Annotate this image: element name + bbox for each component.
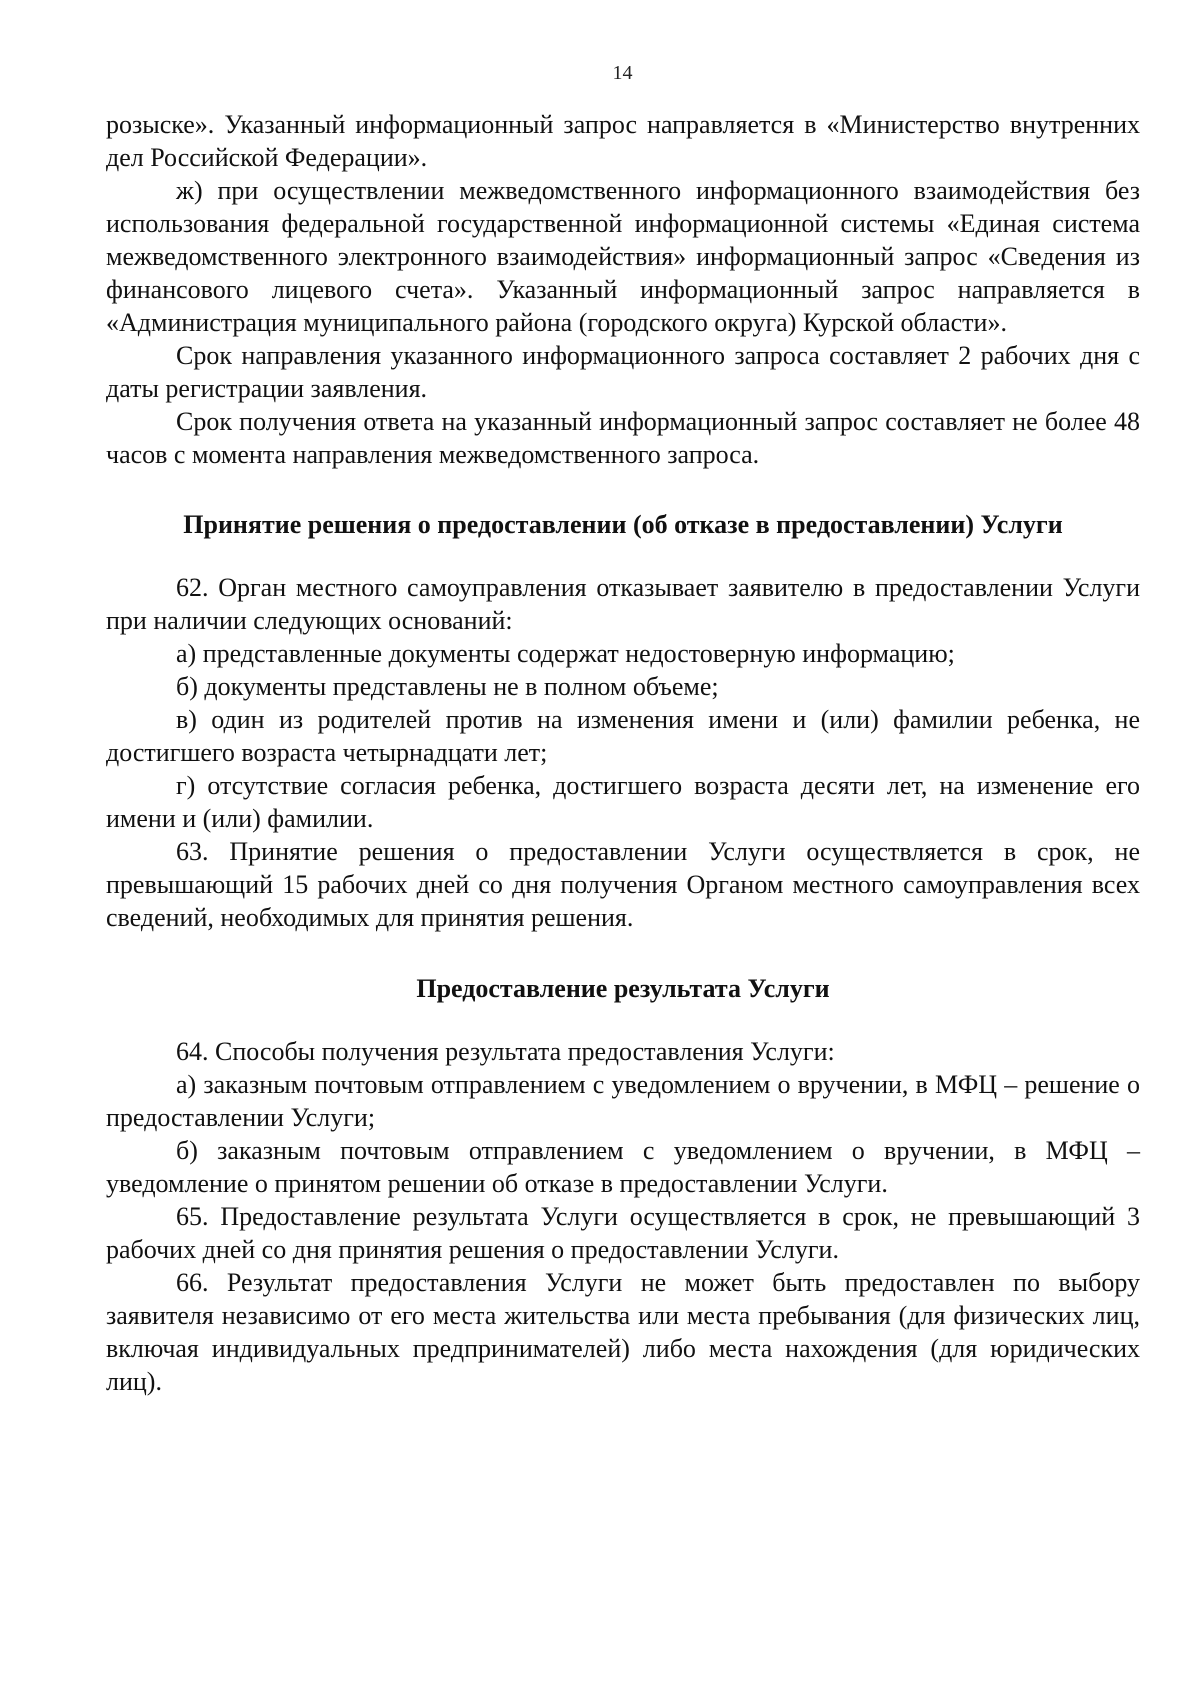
list-item-v: в) один из родителей против на изменения имени и (или) фамилии ребенка, не достигшего возраста четырнадцати лет;	[106, 705, 1140, 767]
section-heading-result: Предоставление результата Услуги	[416, 974, 830, 1003]
paragraph-62: 62. Орган местного самоуправления отказывает заявителю в предоставлении Услуги при наличии следующих оснований:	[106, 573, 1140, 635]
paragraph-66: 66. Результат предоставления Услуги не может быть предоставлен по выбору заявителя независимо от его места жительства или места пребывания (для физических лиц, включая индивидуальных предпринимателей) либо места нахождения (для юридических лиц).	[106, 1268, 1140, 1396]
paragraph-zh: ж) при осуществлении межведомственного информационного взаимодействия без использования федеральной государственной информационной системы «Единая система межведомственного электронного взаимодействия» информационный запрос «Сведения из финансового лицевого счета». Указанный информационный запрос направляется в «Администрация муниципального района (городского округа) Курской области».	[106, 176, 1140, 337]
list-item-g: г) отсутствие согласия ребенка, достигшего возраста десяти лет, на изменение его имени и (или) фамилии.	[106, 771, 1140, 833]
document-body	[106, 108, 1140, 1398]
paragraph-continuation: розыске». Указанный информационный запрос направляется в «Министерство внутренних дел Российской Федерации».	[106, 110, 1140, 172]
paragraph-request-deadline: Срок направления указанного информационного запроса составляет 2 рабочих дня с даты регистрации заявления.	[106, 341, 1140, 403]
list-item-b: б) документы представлены не в полном объеме;	[176, 672, 719, 701]
section-heading-decision: Принятие решения о предоставлении (об отказе в предоставлении) Услуги	[183, 510, 1063, 539]
list-item-a: а) представленные документы содержат недостоверную информацию;	[176, 639, 955, 668]
paragraph-65: 65. Предоставление результата Услуги осуществляется в срок, не превышающий 3 рабочих дней со дня принятия решения о предоставлении Услуги.	[106, 1202, 1140, 1264]
list-item-a: а) заказным почтовым отправлением с уведомлением о вручении, в МФЦ – решение о предоставлении Услуги;	[106, 1070, 1140, 1132]
page-number: 14	[612, 62, 633, 84]
paragraph-response-deadline: Срок получения ответа на указанный информационный запрос составляет не более 48 часов с момента направления межведомственного запроса.	[106, 407, 1140, 469]
paragraph-63: 63. Принятие решения о предоставлении Услуги осуществляется в срок, не превышающий 15 рабочих дней со дня получения Органом местного самоуправления всех сведений, необходимых для принятия решения.	[106, 837, 1140, 932]
list-item-b: б) заказным почтовым отправлением с уведомлением о вручении, в МФЦ – уведомление о принятом решении об отказе в предоставлении Услуги.	[106, 1136, 1140, 1198]
paragraph-64: 64. Способы получения результата предоставления Услуги:	[176, 1037, 835, 1066]
